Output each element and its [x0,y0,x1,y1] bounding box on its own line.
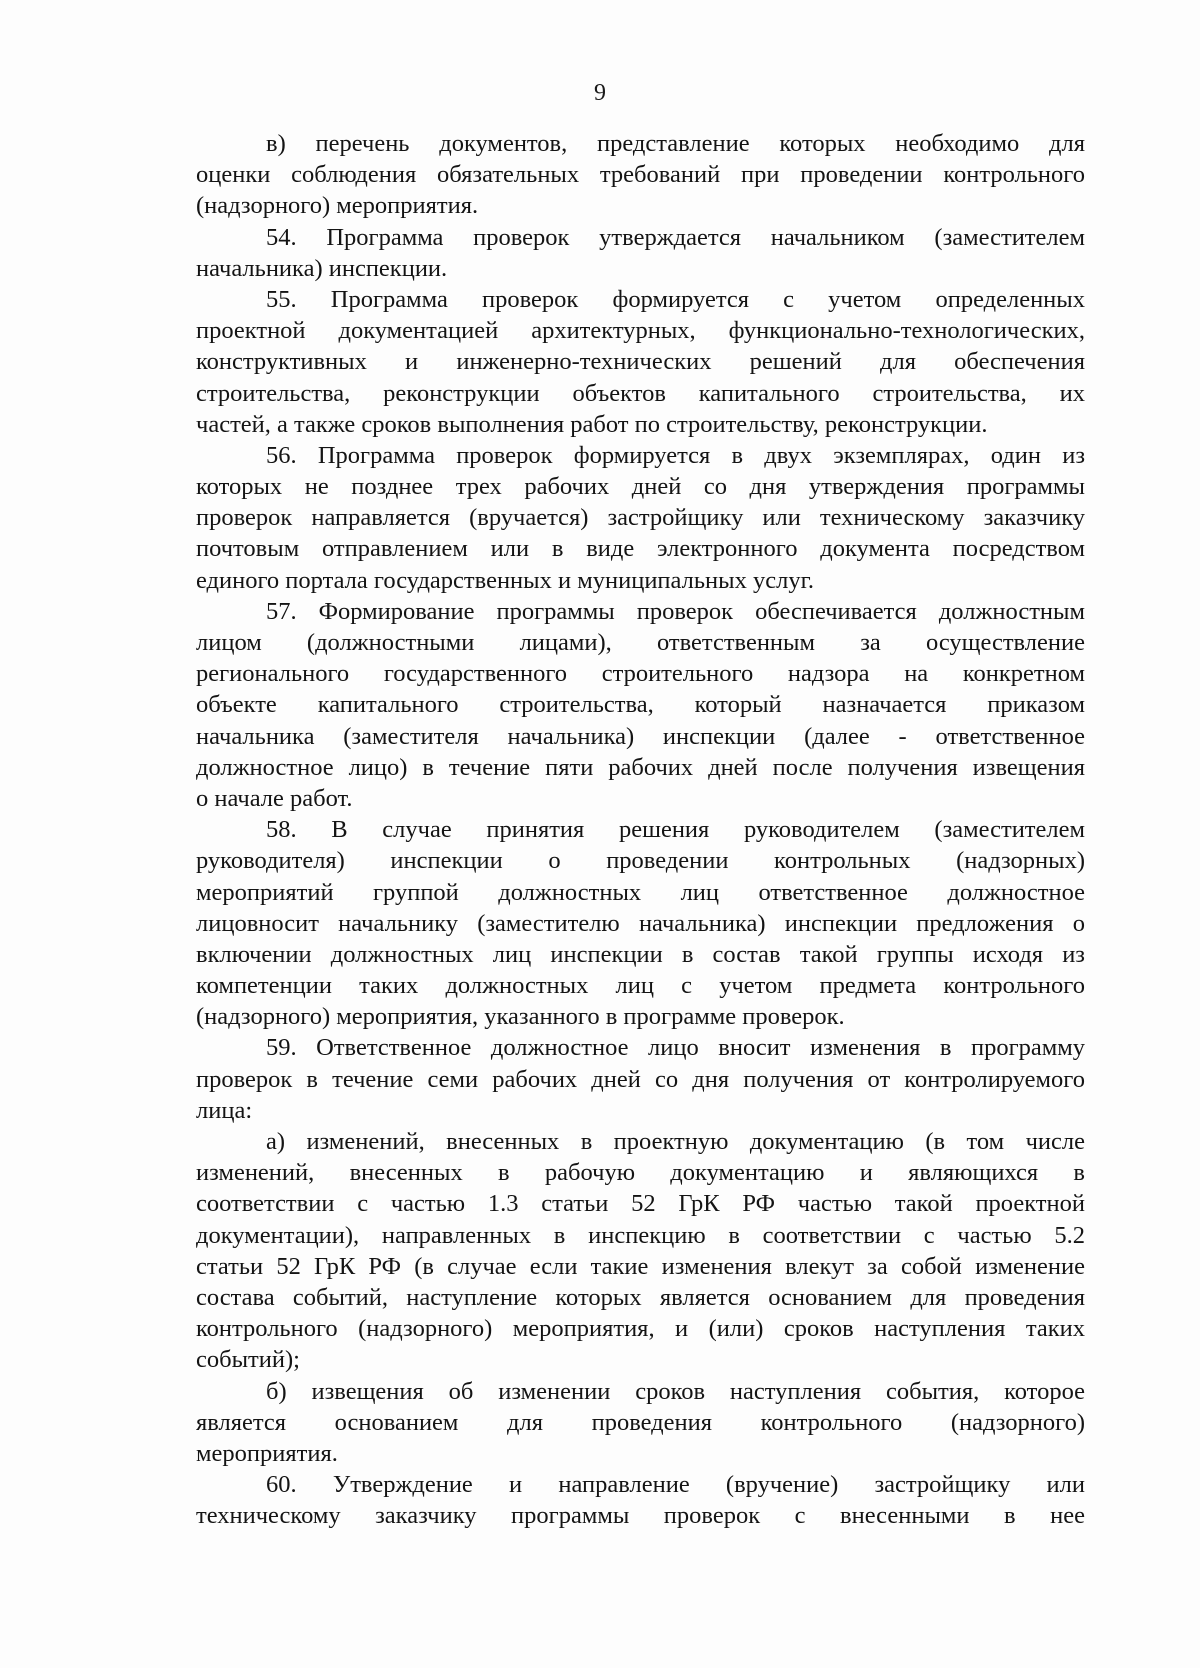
text-line: 58. В случае принятия решения руководителем (заместителем [266,816,1085,844]
text-line: которых не позднее трех рабочих дней со дня утверждения программы [196,473,1085,501]
text-line: оценки соблюдения обязательных требований при проведении контрольного [196,161,1085,189]
text-line: проектной документацией архитектурных, функционально-технологических, [196,317,1085,345]
text-line: (надзорного) мероприятия. [196,192,479,220]
text-line: статьи 52 ГрК РФ (в случае если такие изменения влекут за собой изменение [196,1252,1085,1280]
text-line: является основанием для проведения контрольного (надзорного) [196,1408,1085,1436]
text-line: лицовносит начальнику (заместителю начальника) инспекции предложения о [196,909,1085,937]
text-line: о начале работ. [196,784,353,812]
text-line: единого портала государственных и муниципальных услуг. [196,566,814,594]
text-line: контрольного (надзорного) мероприятия, и (или) сроков наступления таких [196,1315,1085,1343]
text-line: соответствии с частью 1.3 статьи 52 ГрК РФ частью такой проектной [196,1190,1085,1218]
text-line: 57. Формирование программы проверок обеспечивается должностным [266,597,1085,625]
text-line: должностное лицо) в течение пяти рабочих дней после получения извещения [196,753,1085,781]
text-line: объекте капитального строительства, который назначается приказом [196,691,1085,719]
text-line: компетенции таких должностных лиц с учетом предмета контрольного [196,972,1085,1000]
text-line: 55. Программа проверок формируется с учетом определенных [266,285,1085,313]
text-line: почтовым отправлением или в виде электронного документа посредством [196,535,1085,563]
text-line: регионального государственного строительного надзора на конкретном [196,660,1085,688]
page-number: 9 [594,80,606,106]
text-line: лицом (должностными лицами), ответственным за осуществление [196,629,1085,656]
text-line: строительства, реконструкции объектов капитального строительства, их [196,379,1085,407]
text-line: включении должностных лиц инспекции в состав такой группы исходя из [196,940,1085,968]
text-line: б) извещения об изменении сроков наступления события, которое [266,1377,1085,1405]
text-line: лица: [196,1096,253,1124]
text-line: руководителя) инспекции о проведении контрольных (надзорных) [196,847,1085,875]
text-line: конструктивных и инженерно-технических решений для обеспечения [196,348,1085,376]
text-line: в) перечень документов, представление которых необходимо для [266,130,1085,157]
text-line: (надзорного) мероприятия, указанного в программе проверок. [196,1003,845,1031]
text-line: начальника (заместителя начальника) инспекции (далее - ответственное [196,722,1085,750]
text-line: 60. Утверждение и направление (вручение) застройщику или [266,1471,1085,1499]
text-line: изменений, внесенных в рабочую документацию и являющихся в [196,1159,1085,1187]
text-line: проверок в течение семи рабочих дней со дня получения от контролируемого [196,1065,1085,1093]
document-body [196,128,1085,1531]
text-line: мероприятий группой должностных лиц ответственное должностное [196,878,1085,906]
text-line: 54. Программа проверок утверждается начальником (заместителем [266,223,1085,251]
text-line: состава событий, наступление которых является основанием для проведения [196,1283,1085,1311]
text-line: событий); [196,1346,300,1374]
text-line: мероприятия. [196,1439,338,1467]
text-line: техническому заказчику программы проверок с внесенными в нее [196,1502,1085,1530]
text-line: 59. Ответственное должностное лицо вносит изменения в программу [266,1034,1085,1062]
text-line: 56. Программа проверок формируется в двух экземплярах, один из [266,441,1085,469]
text-line: частей, а также сроков выполнения работ по строительству, реконструкции. [196,410,988,438]
text-line: документации), направленных в инспекцию в соответствии с частью 5.2 [196,1221,1085,1249]
text-line: начальника) инспекции. [196,254,448,282]
text-line: проверок направляется (вручается) застройщику или техническому заказчику [196,504,1085,532]
text-line: а) изменений, внесенных в проектную документацию (в том числе [266,1128,1085,1155]
